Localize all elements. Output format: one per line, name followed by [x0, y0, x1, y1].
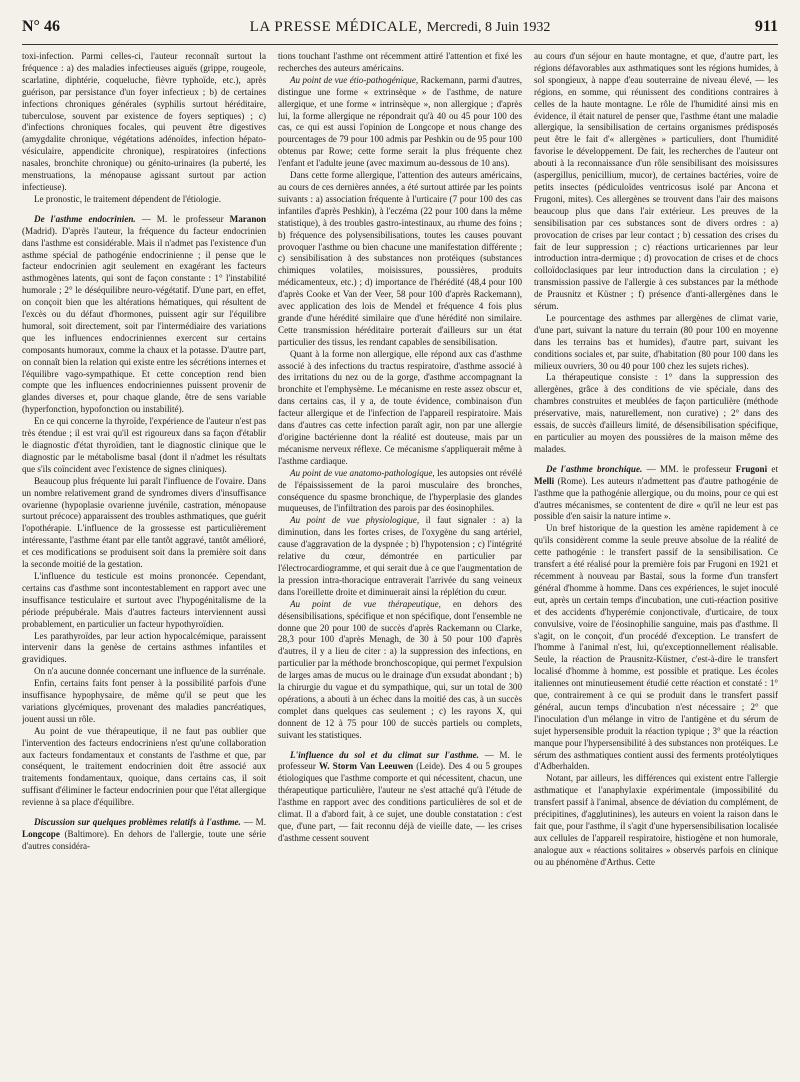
- paragraph-text: Rackemann, parmi d'autres, distingue une forme « extrinsèque » de l'asthme, de nature allergique, et une forme « intrinsèque », non allergique ; d'après lui, la forme allergique ne répondrait qu'à 40 ou 45 pour 100 des cas, ce qui est aussi l'opinion de Longcope et nous change des pourcentages de 79 pour 100 admis par Peshkin ou de 95 pour 100 obtenus par Rowe; cette forme serait la plus fréquente chez l'enfant et l'adulte jeune (avec maximum au-dessous de 10 ans).: [278, 74, 522, 169]
- author-prefix: — MM. le professeur: [646, 463, 732, 474]
- page-number: 911: [754, 18, 778, 35]
- section-endocrine: [22, 214, 266, 416]
- author-prefix: — M.: [243, 817, 266, 828]
- paragraph: La thérapeutique consiste : 1° dans la suppression des allergènes, grâce à des conditions de vie spéciale, dans des chambres construites et meublées de façon particulière (méthode préservative, mais, naturellement, non curative) ; 2° dans des essais, de succès d'ailleurs limité, de désensibilisation spécifique, en particulier au moyen des poussières de la maison même des malades.: [534, 372, 778, 454]
- paragraph: Au point de vue thérapeutique, il ne faut pas oublier que l'intervention des facteurs endocriniens n'est qu'une collaboration aux facteurs fondamentaux et constants de l'asthme et que, par conséquent, le traitement endocrinien doit être associé aux traitements fondamentaux, quoique, dans certains cas, il soit suffisant d'éliminer le facteur endocrinien pour que l'état allergique revienne à sa place d'équilibre.: [22, 725, 266, 808]
- paragraph-text: (Baltimore). En dehors de l'allergie, toute une série d'autres considéra-: [22, 829, 266, 851]
- paragraph-text: les autopsies ont révélé de l'épaississement de la paroi musculaire des bronches, conséquence du spasme bronchique, de l'hyperplasie des glandes muqueuses, de l'infiltration des parois par des éosinophiles.: [278, 467, 522, 514]
- author-name: Maranon: [229, 213, 266, 224]
- subheading: Au point de vue thérapeutique,: [290, 598, 441, 609]
- conjunction: et: [771, 463, 778, 474]
- subheading: Au point de vue physiologique,: [290, 515, 420, 526]
- paragraph: Le pronostic, le traitement dépendent de l'étiologie.: [34, 193, 221, 204]
- column-2: [278, 51, 522, 1063]
- paragraph-text: il faut signaler : a) la diminution, dans les fortes crises, de l'oxygène du sang artériel, cause d'aggravation de la dyspnée ; b) l'hypotension ; c) l'intégrité relative du cœur, démontrée en particulier par l'électrocardiogramme, et qui serait due à ce que l'augmentation de la pression intra-thoracique entraverait l'arrivée du sang veineux dans l'oreillette droite et diminuerait ainsi la réplétion du cœur.: [278, 515, 522, 597]
- author-name: Frugoni: [735, 463, 768, 474]
- author-name: Longcope: [22, 829, 60, 839]
- issue-number: N° 46: [22, 18, 60, 35]
- section-soil-climate: [278, 750, 522, 845]
- paragraph-anatomy: [278, 468, 522, 516]
- paragraph-text: (Madrid). D'après l'auteur, la fréquence du facteur endocrinien dans l'asthme est considérable. Mais il n'admet pas l'existence d'un asthme spécial de pathogénie endocrinienne ; il pense que le facteur endocrinien agit seulement en exagérant les facteurs asthmogènes latents, qui sont de façon constante : 1° l'instabilité humorale ; 2° le déséquilibre neuro-végétatif. D'une part, en effet, on conçoit bien que les altérations hématiques, qui résultent de l'excès ou du défaut d'hormones, puissent agir sur l'équilibre humoral, soit directement, soit par l'intermédiaire des variations que les influences endocriniennes exercent sur certains composants humoraux, comme la chaux et la potasse. D'autre part, on connaît bien la relation qui existe entre les sécrétions internes et l'équilibre vago-sympathique. Et cette conception rend bien compte que les influences endocriniennes puissent provenir de glandes diverses et, pour chaque glande, être de sens variable (hyperfonction, hypofonction ou instabilité).: [22, 225, 266, 415]
- paragraph-therapy: [278, 599, 522, 742]
- paragraph: L'influence du testicule est moins prononcée. Cependant, certains cas d'asthme sont incontestablement en rapport avec une insuffisance testiculaire et surtout avec l'hypogénitalisme de la période prépubérale. Mais d'autres facteurs interviennent aussi probablement, en particulier un facteur hypothyroïdien.: [22, 570, 266, 629]
- paragraph: On n'a aucune donnée concernant une influence de la surrénale.: [34, 666, 266, 677]
- column-1: [22, 51, 266, 1063]
- author-prefix: — M. le professeur: [278, 749, 522, 772]
- section-discussion: [22, 817, 266, 853]
- paragraph: Notant, par ailleurs, les différences qui existent entre l'allergie asthmatique et l'anaphylaxie expérimentale (impossibilité du transfert passif à l'animal, absence de déviation du complément, de précipitines, d'agglutinines), les auteurs en voient la raison dans le fait que, pour l'asthme, il s'agit d'une hypersensibilisation localisée aux cellules de l'appareil respiratoire, histiogène et non humorale, analogue aux « réactions solitaires » observés parfois en clinique ou au phénomène d'Arthus. Cette: [534, 773, 778, 867]
- paragraph-etiology: [278, 75, 522, 170]
- paragraph: au cours d'un séjour en haute montagne, et que, d'autre part, les régions défavorables aux asthmatiques sont les régions humides, à sol spongieux, à nappe d'eau souterraine de niveau élevé, — les régions, en somme, qui réunissent des conditions contraires à celles de la haute montagne. Le rôle de l'humidité ainsi mis en évidence, il était naturel de penser que, l'asthme étant une maladie allergique, la sensibilisation de certains organismes prédisposés peut être le fait d'« allergènes » particuliers, dont l'humidité favorise le développement. De fait, les recherches de l'auteur ont abouti à la reconnaissance d'un rôle sensibilisant des moisissures (aspergillus, penicillium, mucor), de certaines bactéries, voire de petits insectes (pédiculoïdes ventricosus isolé par Ancona et Frugoni, mites). Ces allergènes se trouvent dans l'air des maisons beaucoup plus que dans l'air extérieur. Les preuves de la sensibilisation par ces substances sont de divers ordres : a) provocation de crises par leur contact ; b) cessation des crises du fait de leur suppression ; c) réactions urticariennes par leur introduction intra-dermique ; d) provocation de crises et de chocs colloïdoclasiques par leur introduction dans la circulation ; e) transmission passive de l'allergie à ces substances par la méthode de Prausnitz et Küstner ; f) présence d'anti-allergènes dans le sérum.: [534, 51, 778, 312]
- issue-date: Mercredi, 8 Juin 1932: [426, 20, 551, 35]
- author-name: W. Storm Van Leeuwen: [319, 761, 414, 772]
- paragraph: toxi-infection. Parmi celles-ci, l'auteur reconnaît surtout la fréquence : a) des maladies infectieuses aiguës (grippe, rougeole, scarlatine, diphtérie, coqueluche, fièvre typhoïde, etc.), après guérison, par persistance d'un foyer infectieux ; b) de certaines infections chroniques générales (syphilis surtout héréditaire, tuberculose, souvent par existence de foyers septiques) ; c) d'infections chroniques focales, qui peuvent être digestives (amygdalite chronique, végétations adénoïdes, infection hépato-vésiculaire, appendicite chronique), respiratoires (infections nasales, bronchite chronique) ou génito-urinaires (la puberté, les menstruations, la ménopause agissant surtout par action infectieuse).: [22, 51, 266, 192]
- paragraph: Quant à la forme non allergique, elle répond aux cas d'asthme associé à des infections du tractus respiratoire, d'asthme associé à des irritations du nez ou de la gorge, d'asthme accompagnant la bronchite et l'emphysème. Le mécanisme en reste assez obscur et, dans certains cas, il y a, de toute évidence, combinaison d'un facteur allergique et de l'infection de l'appareil respiratoire. Mais dans d'autres cas cette infection paraît agir, non par une allergie d'origine bactérienne dont la réalité est douteuse, mais par un mécanisme nerveux réflexe. Ce mécanisme s'appliquerait même à l'asthme cardiaque.: [278, 348, 522, 466]
- paragraph: Enfin, certains faits font penser à la possibilité parfois d'une insuffisance hypophysaire, de même qu'il se peut que les variations glycémiques, provenant des maladies pancréatiques, jouent aussi un rôle.: [22, 678, 266, 724]
- page-header: [22, 18, 778, 45]
- subheading: Au point de vue étio-pathogénique,: [290, 74, 419, 85]
- author-name: Melli: [534, 475, 555, 486]
- journal-name: LA PRESSE MÉDICALE,: [249, 19, 423, 35]
- section-bronchial: [534, 464, 778, 524]
- paragraph-text: en dehors des désensibilisations, spécifique et non spécifique, dont l'ensemble ne donne que 20 pour 100 de succès d'après Rackemann ou Clarke, 28,3 pour 100 d'après Menagh, de 30 à 50 pour 100 d'après d'autres, il y a lieu de citer : a) la suppression des infections, en particulier par la méthode bronchoscopique, qui permet l'expulsion de larges amas de mucus ou le drainage d'un exsudat abondant ; b) la chirurgie du vague et du sympathique, qui, sur un total de 300 opérations, a abouti à un échec dans la moitié des cas, à un succès complet dans quelques cas seulement ; c) les rayons X, qui donnent de 12 à 75 pour 100 de succès partiels ou complets, suivant les statistiques.: [278, 598, 522, 740]
- paragraph-text: (Rome). Les auteurs n'admettent pas d'autre pathogénie de l'asthme que la pathogénie allergique, ou du moins, pour ce qui est d'autres mécanismes, se contentent de dire « qu'il ne leur est pas possible d'en saisir la nature intime ».: [534, 475, 778, 522]
- column-3: [534, 51, 778, 1063]
- text-columns: [22, 51, 778, 1063]
- paragraph-text: (Leide). Des 4 ou 5 groupes étiologiques que l'asthme comporte et qui nécessitent, chacun, une thérapeutique particulière, l'auteur ne s'est attaché qu'à l'étude de l'asthme en rapport avec des conditions particulières de sol et de climat. Il a d'abord fait, à ce sujet, une double constatation : c'est que, d'une part, — fait reconnu déjà de vieille date, — les crises d'asthme cessent souvent: [278, 761, 522, 843]
- subheading: Au point de vue anatomo-pathologique,: [290, 467, 435, 478]
- section-title: De l'asthme endocrinien.: [34, 213, 136, 224]
- author-prefix: — M. le professeur: [141, 213, 224, 224]
- paragraph-physiology: [278, 515, 522, 598]
- paragraph: Dans cette forme allergique, l'attention des auteurs américains, au cours de ces dernières années, a été surtout attirée par les points suivants : a) association fréquente à l'urticaire (7 pour 100 des cas infantiles d'après Peshkin), à l'eczéma (22 pour 100 dans la même statistique), à des troubles gastro-intestinaux, au rhume des foins ; b) fréquence des polysensibilisations, toutes les causes pouvant provoquer l'asthme ou bien chacune une manifestation différente ; c) sensibilisation à des substances non protéiques (substances chimiques volatiles, moisissures, poussières, produits médicamenteux, etc.) ; d) importance de l'hérédité (48,4 pour 100 d'après Cooke et Van der Veer, 58 pour 100 d'après Rackemann), avec application des lois de Mendel et fréquence 4 fois plus grande d'une hérédité similaire que d'une hérédité non similaire. Cette transmission héréditaire porterait d'ailleurs sur un état particulier des tissus, les rendant capables de sensibilisation.: [278, 170, 522, 347]
- paragraph: En ce qui concerne la thyroïde, l'expérience de l'auteur n'est pas très étendue ; il est vrai qu'il est rigoureux dans sa façon d'établir le diagnostic d'état thyroïdien, tant le diagnostic clinique que le diagnostic par le métabolisme basal (dont il n'admet les résultats que s'ils coïncident avec l'existence de signes cliniques).: [22, 416, 266, 474]
- section-title: Discussion sur quelques problèmes relatifs à l'asthme.: [34, 817, 241, 828]
- section-title: L'influence du sol et du climat sur l'asthme.: [290, 749, 479, 760]
- paragraph: Beaucoup plus fréquente lui paraît l'influence de l'ovaire. Dans un nombre relativement grand de syndromes divers d'insuffisance ovarienne (hypoplasie ovarienne juvénile, castration, ménopause surtout précoce) apparaissent des troubles asthmatiques, que guérit l'opothérapie. L'influence de la grossesse est particulièrement intéressante, l'asthme étant par elle tantôt aggravé, tantôt amélioré, et ces modifications se produisent soit dans la première soit dans la seconde moitié de la gestation.: [22, 475, 266, 570]
- section-title: De l'asthme bronchique.: [546, 463, 643, 474]
- paragraph: Le pourcentage des asthmes par allergènes de climat varie, d'une part, suivant la nature du terrain (80 pour 100 en moyenne dans les terrains bas et humides), d'autre part, suivant les conditions sociales et, par suite, d'habitation (80 pour 100 dans les milieux ouvriers, 30 ou 40 pour 100 chez les sujets riches).: [534, 312, 778, 371]
- paragraph: Les parathyroïdes, par leur action hypocalcémique, paraissent intervenir dans la genèse de certains asthmes infantiles et gravidiques.: [22, 630, 266, 665]
- paragraph: Un bref historique de la question les amène rapidement à ce qu'ils considèrent comme la seule preuve absolue de la réalité de cette pathogénie : le transfert passif de la sensibilisation. Ce transfert a été réalisé pour la première fois par Frugoni en 1921 et récemment à nouveau par Bastaï, sous la forme d'un transfert général d'homme à homme. Dans ces expériences, le sujet inoculé eut, après un certain temps d'incubation, une cuti-réaction positive et des accidents d'hyperémie conjonctivale, d'urticaire, de toux convulsive, voire de l'éosinophilie sanguine, mais pas d'asthme. Il s'agit, on le conçoit, d'un procédé d'exception. Le transfert de l'homme à l'animal n'est, lui, qu'exceptionnellement réalisable. Seule, la réaction de Prausnitz-Küstner, c'est-à-dire le transfert localisé d'homme à homme, est possible et pratique. Les écoles italiennes ont minutieusement étudié cette réaction et constaté : 1° que, contrairement à ce qui se produit dans le transfert passif général, aucun temps d'incubation n'est nécessaire ; 2° que l'inoculation d'un mélange in vitro de l'antigène et du sérum de sujet hypersensible produit la réaction typique ; 3° que la réaction manque pour l'hypersensibilité à des substances non protéiques. Le sérum des asthmatiques contient aussi des ferments protéolytiques d'Adberhalden.: [534, 523, 778, 772]
- paragraph: tions touchant l'asthme ont récemment attiré l'attention et fixé les recherches des auteurs américains.: [278, 51, 522, 73]
- journal-title-line: [250, 19, 551, 36]
